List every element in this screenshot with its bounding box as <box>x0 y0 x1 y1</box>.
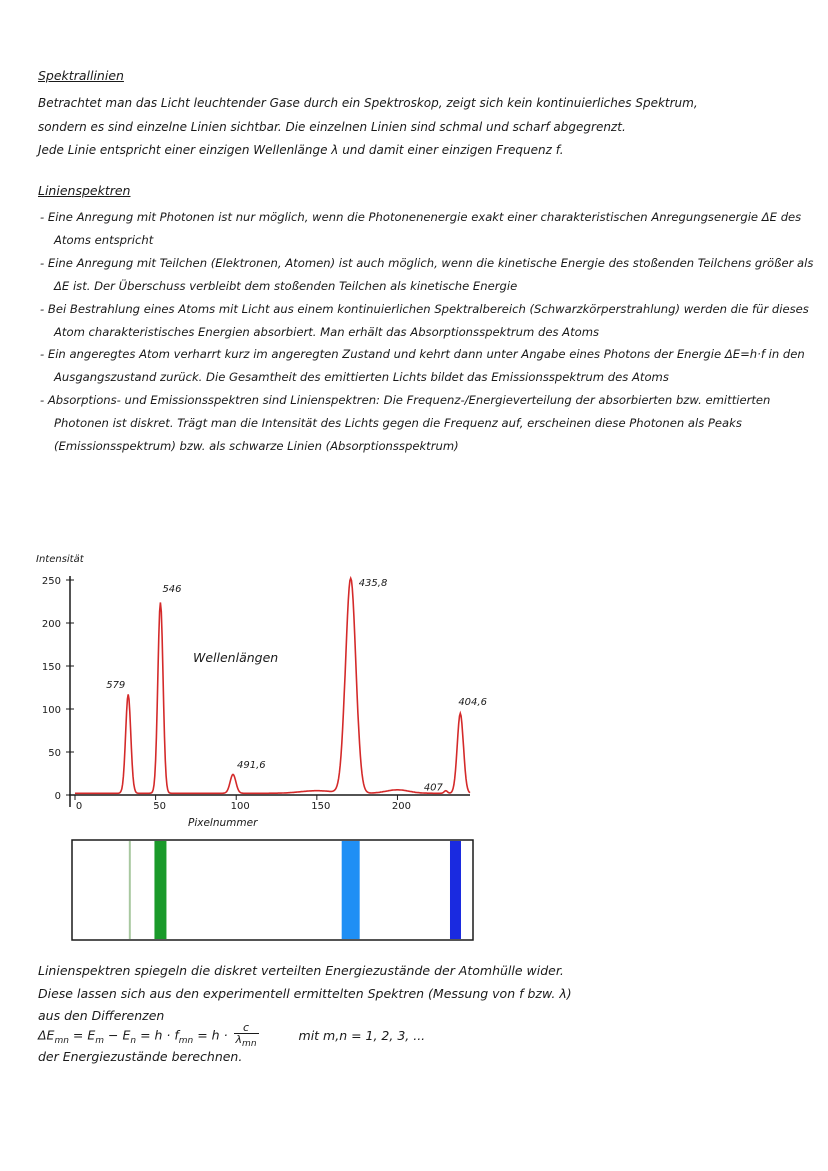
spectrum-line-band <box>342 841 360 939</box>
y-tick-label: 50 <box>48 748 61 759</box>
bullet-item: - Absorptions- und Emissionsspektren sind Linienspektren: Die Frequenz-/Energieverteilung der absorbierten bzw. emittierten Photonen ist diskret. Trägt man die Intensität des Lichts gegen die Frequenz auf, erscheinen diese Photonen als Peaks (Emissionsspektrum) bzw. als schwarze Linien (Absorptionsspektrum) <box>40 389 815 458</box>
spectrum-line-band <box>450 841 461 939</box>
formula-sub: mn <box>178 1036 194 1047</box>
closing-line: aus den Differenzen <box>38 1008 165 1023</box>
spectrum-bar-frame <box>72 840 473 940</box>
peak-label: 491,6 <box>237 760 266 772</box>
peak-label: 404,6 <box>458 697 487 709</box>
y-axis-label: Intensität <box>36 554 84 565</box>
formula-part: = E <box>68 1027 96 1043</box>
peak-label: 407 <box>423 782 443 794</box>
formula-delta-e: ΔE <box>38 1027 55 1043</box>
formula-sub: m <box>95 1036 105 1047</box>
y-tick-label: 250 <box>41 576 61 587</box>
spectrum-line <box>75 578 470 793</box>
bullet-item: - Bei Bestrahlung eines Atoms mit Licht aus einem kontinuierlichen Spektralbereich (Schwarzkörperstrahlung) werden die für dieses Atom charakteristisches Energien absorbiert. Man erhält das Absorptionsspektrum des Atoms <box>40 298 815 344</box>
y-tick-label: 150 <box>41 662 61 673</box>
peak-label: 546 <box>162 584 182 596</box>
section-heading-linienspektren: Linienspektren <box>38 183 131 198</box>
formula-sub: n <box>130 1036 137 1047</box>
section-heading-spektrallinien: Spektrallinien <box>38 68 124 83</box>
x-tick-label: 100 <box>230 801 250 812</box>
x-tick-label: 150 <box>311 801 331 812</box>
formula-part: − E <box>104 1027 131 1043</box>
peak-label: 579 <box>106 680 126 692</box>
y-tick-label: 100 <box>41 705 61 716</box>
closing-paragraph <box>38 960 572 1028</box>
spectrum-line-band <box>154 841 166 939</box>
bullet-item: - Eine Anregung mit Photonen ist nur möglich, wenn die Photonenenergie exakt einer charakteristischen Anregungsenergie ΔE des Atoms entspricht <box>40 206 815 252</box>
x-tick-label: 200 <box>391 801 411 812</box>
formula-part: = h · <box>193 1027 228 1043</box>
formula-condition: mit m,n = 1, 2, 3, ... <box>298 1027 426 1043</box>
y-tick-label: 200 <box>41 619 61 630</box>
intro-line: Jede Linie entspricht einer einzigen Wellenlänge λ und damit einer einzigen Frequenz f. <box>38 143 564 157</box>
bullet-item: - Eine Anregung mit Teilchen (Elektronen, Atomen) ist auch möglich, wenn die kinetische Energie des stoßenden Teilchens größer als ΔE ist. Der Überschuss verbleibt dem stoßenden Teilchen als kinetische Energie <box>40 252 815 298</box>
closing-line: Diese lassen sich aus den experimentell ermittelten Spektren (Messung von f bzw. λ) <box>38 985 572 1001</box>
bullet-item: - Ein angeregtes Atom verharrt kurz im angeregten Zustand und kehrt dann unter Angabe eines Photons der Energie ΔE=h·f in den Ausgangszustand zurück. Die Gesamtheit des emittierten Lichts bildet das Emissionsspektrum des Atoms <box>40 343 815 389</box>
fraction-numerator: c <box>234 1022 259 1034</box>
formula-sub: mn <box>242 1039 257 1050</box>
formula-part: = h · f <box>136 1027 179 1043</box>
intro-line: sondern es sind einzelne Linien sichtbar. Die einzelnen Linien sind schmal und scharf abgegrenzt. <box>38 119 626 134</box>
x-tick-label: 50 <box>153 801 166 812</box>
peak-label: 435,8 <box>358 578 388 589</box>
closing-line: Linienspektren spiegeln die diskret verteilten Energiezustände der Atomhülle wider. <box>38 963 564 978</box>
spectrum-line-band <box>129 841 131 939</box>
formula-sub: mn <box>54 1036 69 1047</box>
chart-annotation: Wellenlängen <box>193 650 279 665</box>
y-tick-label: 0 <box>54 791 61 802</box>
x-tick-label: 0 <box>75 801 83 812</box>
closing-last-line: der Energiezustände berechnen. <box>38 1049 243 1064</box>
intro-line: Betrachtet man das Licht leuchtender Gase durch ein Spektroskop, zeigt sich kein kontinuierliches Spektrum, <box>38 96 698 110</box>
x-axis-label: Pixelnummer <box>188 817 258 829</box>
fraction-lambda: λ <box>235 1033 243 1046</box>
